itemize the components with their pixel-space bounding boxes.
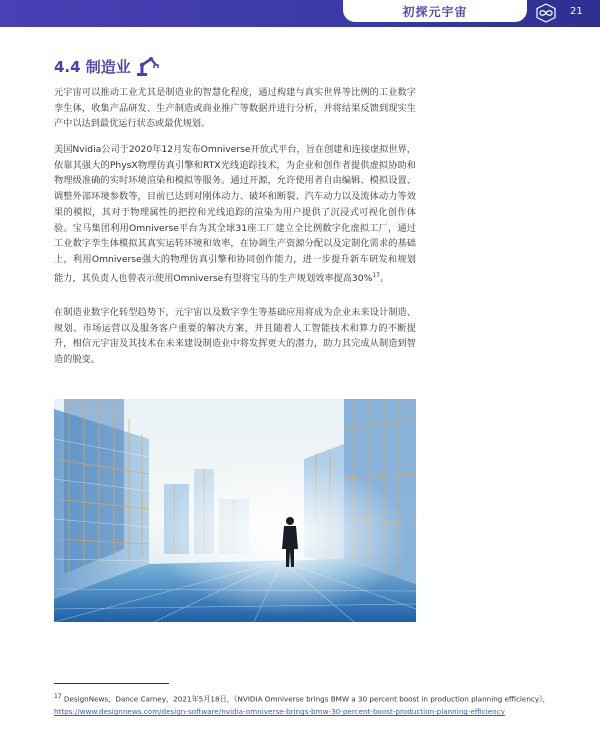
infinity-logo-icon: [535, 3, 557, 23]
paragraph-nvidia-end: 。: [380, 272, 390, 284]
paragraph-nvidia: [54, 142, 416, 286]
paragraph-conclusion: 在制造业数字化转型趋势下，元宇宙以及数字孪生等基础应用将成为企业未来设计制造、规划、市场运营以及服务客户重要的解决方案，并且随着人工智能技术和算力的不断提升，相信元宇宙及其技术在未来建设制造业中将发挥更大的潜力，助力其完成从制造到智造的脱变。: [54, 307, 416, 366]
paragraph-nvidia-text: 美国Nvidia公司于2020年12月发布Omniverse开放式平台，旨在创建和连接虚拟世界，依靠其强大的PhysX物理仿真引擎和RTX光线追踪技术，为企业和创作者提供虚拟协助和物理级准确的实时环境渲染和模拟等服务。通过开源，允许使用者自由编辑、模拟设置、调整外部环境参数等，目前已达到对刚体动力、破坏和断裂、汽车动力以及流体动力等效果的模拟，其对于物理属性的把控和光线追踪的渲染为用户提供了沉浸式可视化创作体验。宝马集团利用Omniverse平台为其全球31座工厂建立全比例数字化虚拟工厂，通过工业数字孪生体模拟其真实运转环境和效率，在协调生产资源分配以及定制化需求的基础上，利用Omniverse强大的物理仿真引擎和协同创作能力，进一步提升新车研发和规划能力，其负责人也曾表示使用Omniverse有望将宝马的生产规划效率提高30%: [54, 144, 416, 284]
header-title-tab: [343, 0, 527, 22]
page-number: 21: [570, 6, 583, 17]
footnote-rule: [54, 683, 169, 684]
robot-arm-icon: [135, 55, 161, 77]
paragraph-intro: 元宇宙可以推动工业尤其是制造业的智慧化程度，通过构建与真实世界等比例的工业数字孪生体，收集产品研发、生产制造或商业推广等数据并进行分析，并将结果反馈到现实生产中以达到最优运行状态或最优规划。: [54, 87, 416, 130]
section-heading: [54, 55, 161, 77]
footnote-ref[interactable]: 17: [372, 271, 380, 279]
header-title: 初探元宇宙: [402, 4, 468, 19]
footnote: [54, 690, 554, 718]
footnote-text: DesignNews，Dance Carney，2021年5月18日，《NVIDIA Omniverse brings BMW a 30 percent boost in production planning efficiency》，: [61, 694, 550, 704]
footnote-number: 17: [54, 693, 62, 700]
hero-image-futuristic-city: [54, 399, 416, 622]
footnote-link[interactable]: https://www.designnews.com/design-software/nvidia-omniverse-brings-bmw-30-percent-boost-production-planning-efficiency: [54, 707, 505, 717]
section-title: 4.4 制造业: [54, 57, 131, 76]
